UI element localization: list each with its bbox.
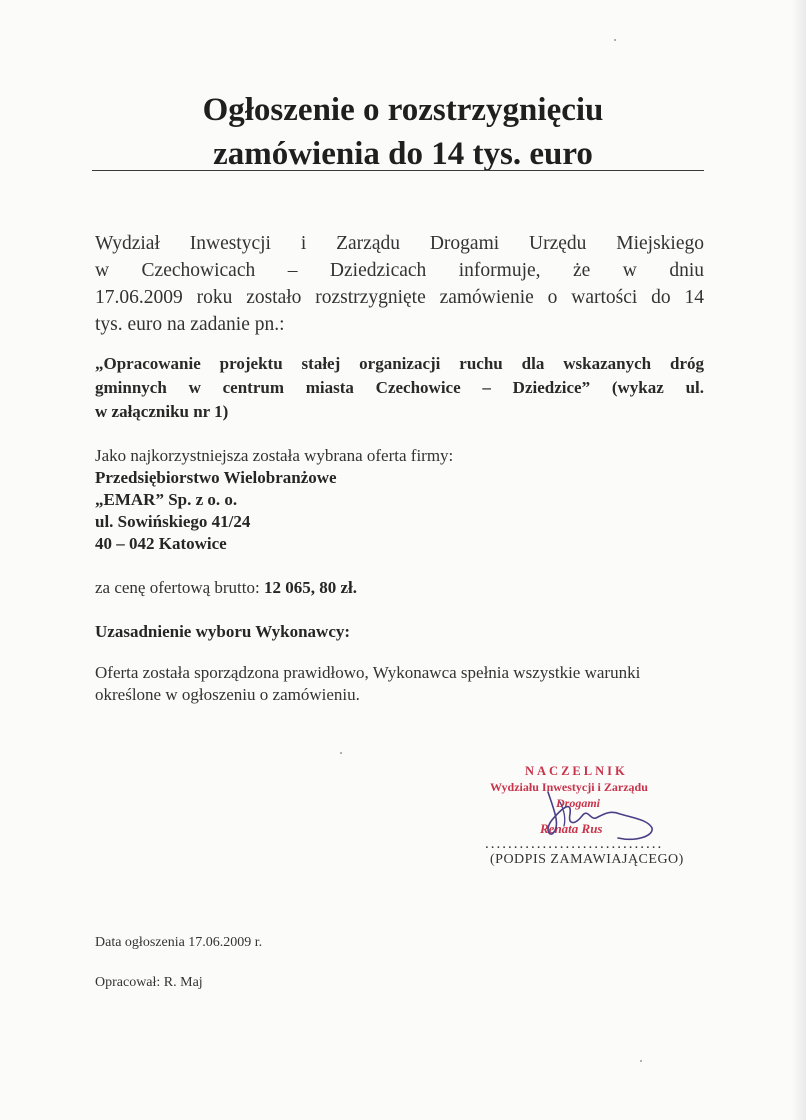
title-underline: [92, 170, 704, 171]
justification-heading: Uzasadnienie wyboru Wykonawcy:: [95, 622, 351, 641]
company-brand: „EMAR” Sp. z o. o.: [95, 490, 238, 509]
intro-line-1: Wydział Inwestycji i Zarządu Drogami Urzędu Miejskiego: [95, 233, 704, 254]
company-street: ul. Sowińskiego 41/24: [95, 512, 251, 531]
page-edge-shadow: [792, 0, 806, 1120]
intro-line-3: 17.06.2009 roku zostało rozstrzygnięte zamówienie o wartości do 14: [95, 287, 704, 308]
justification-line-1: Oferta została sporządzona prawidłowo, Wykonawca spełnia wszystkie warunki: [95, 663, 641, 682]
price-value: 12 065, 80 zł.: [263, 578, 358, 597]
intro-line-2: w Czechowicach – Dziedzicach informuje, że w dniu: [95, 260, 704, 281]
task-line-2: gminnych w centrum miasta Czechowice – Dziedzice” (wykaz ul.: [95, 378, 704, 397]
announcement-date: Data ogłoszenia 17.06.2009 r.: [95, 935, 263, 950]
stamp-name: Renata Rus: [540, 821, 603, 836]
scan-speck: [614, 39, 616, 41]
stamp-title: NACZELNIK: [525, 764, 628, 778]
document-title-line-1: Ogłoszenie o rozstrzygnięciu: [202, 92, 604, 128]
stamp-department-line-1: Wydziału Inwestycji i Zarządu: [490, 780, 648, 794]
company-city: 40 – 042 Katowice: [95, 534, 227, 553]
signature-dotted-line: ...............................: [485, 836, 664, 852]
signature-label: (PODPIS ZAMAWIAJĄCEGO): [490, 852, 684, 867]
justification-line-2: określone w ogłoszeniu o zamówieniu.: [95, 685, 360, 704]
task-line-3: w załączniku nr 1): [95, 402, 229, 421]
company-name: Przedsiębiorstwo Wielobranżowe: [95, 468, 337, 487]
offer-intro: Jako najkorzystniejsza została wybrana oferta firmy:: [95, 446, 454, 465]
intro-line-4: tys. euro na zadanie pn.:: [95, 314, 285, 335]
scan-speck: [340, 752, 342, 754]
price-line: [95, 577, 357, 599]
price-label: za cenę ofertową brutto:: [95, 578, 264, 597]
scan-speck: [640, 1060, 642, 1062]
task-line-1: „Opracowanie projektu stałej organizacji ruchu dla wskazanych dróg: [95, 354, 704, 373]
prepared-by: Opracował: R. Maj: [95, 975, 203, 990]
document-title-line-2: zamówienia do 14 tys. euro: [213, 136, 593, 172]
stamp-department-line-2: Drogami: [556, 796, 601, 810]
